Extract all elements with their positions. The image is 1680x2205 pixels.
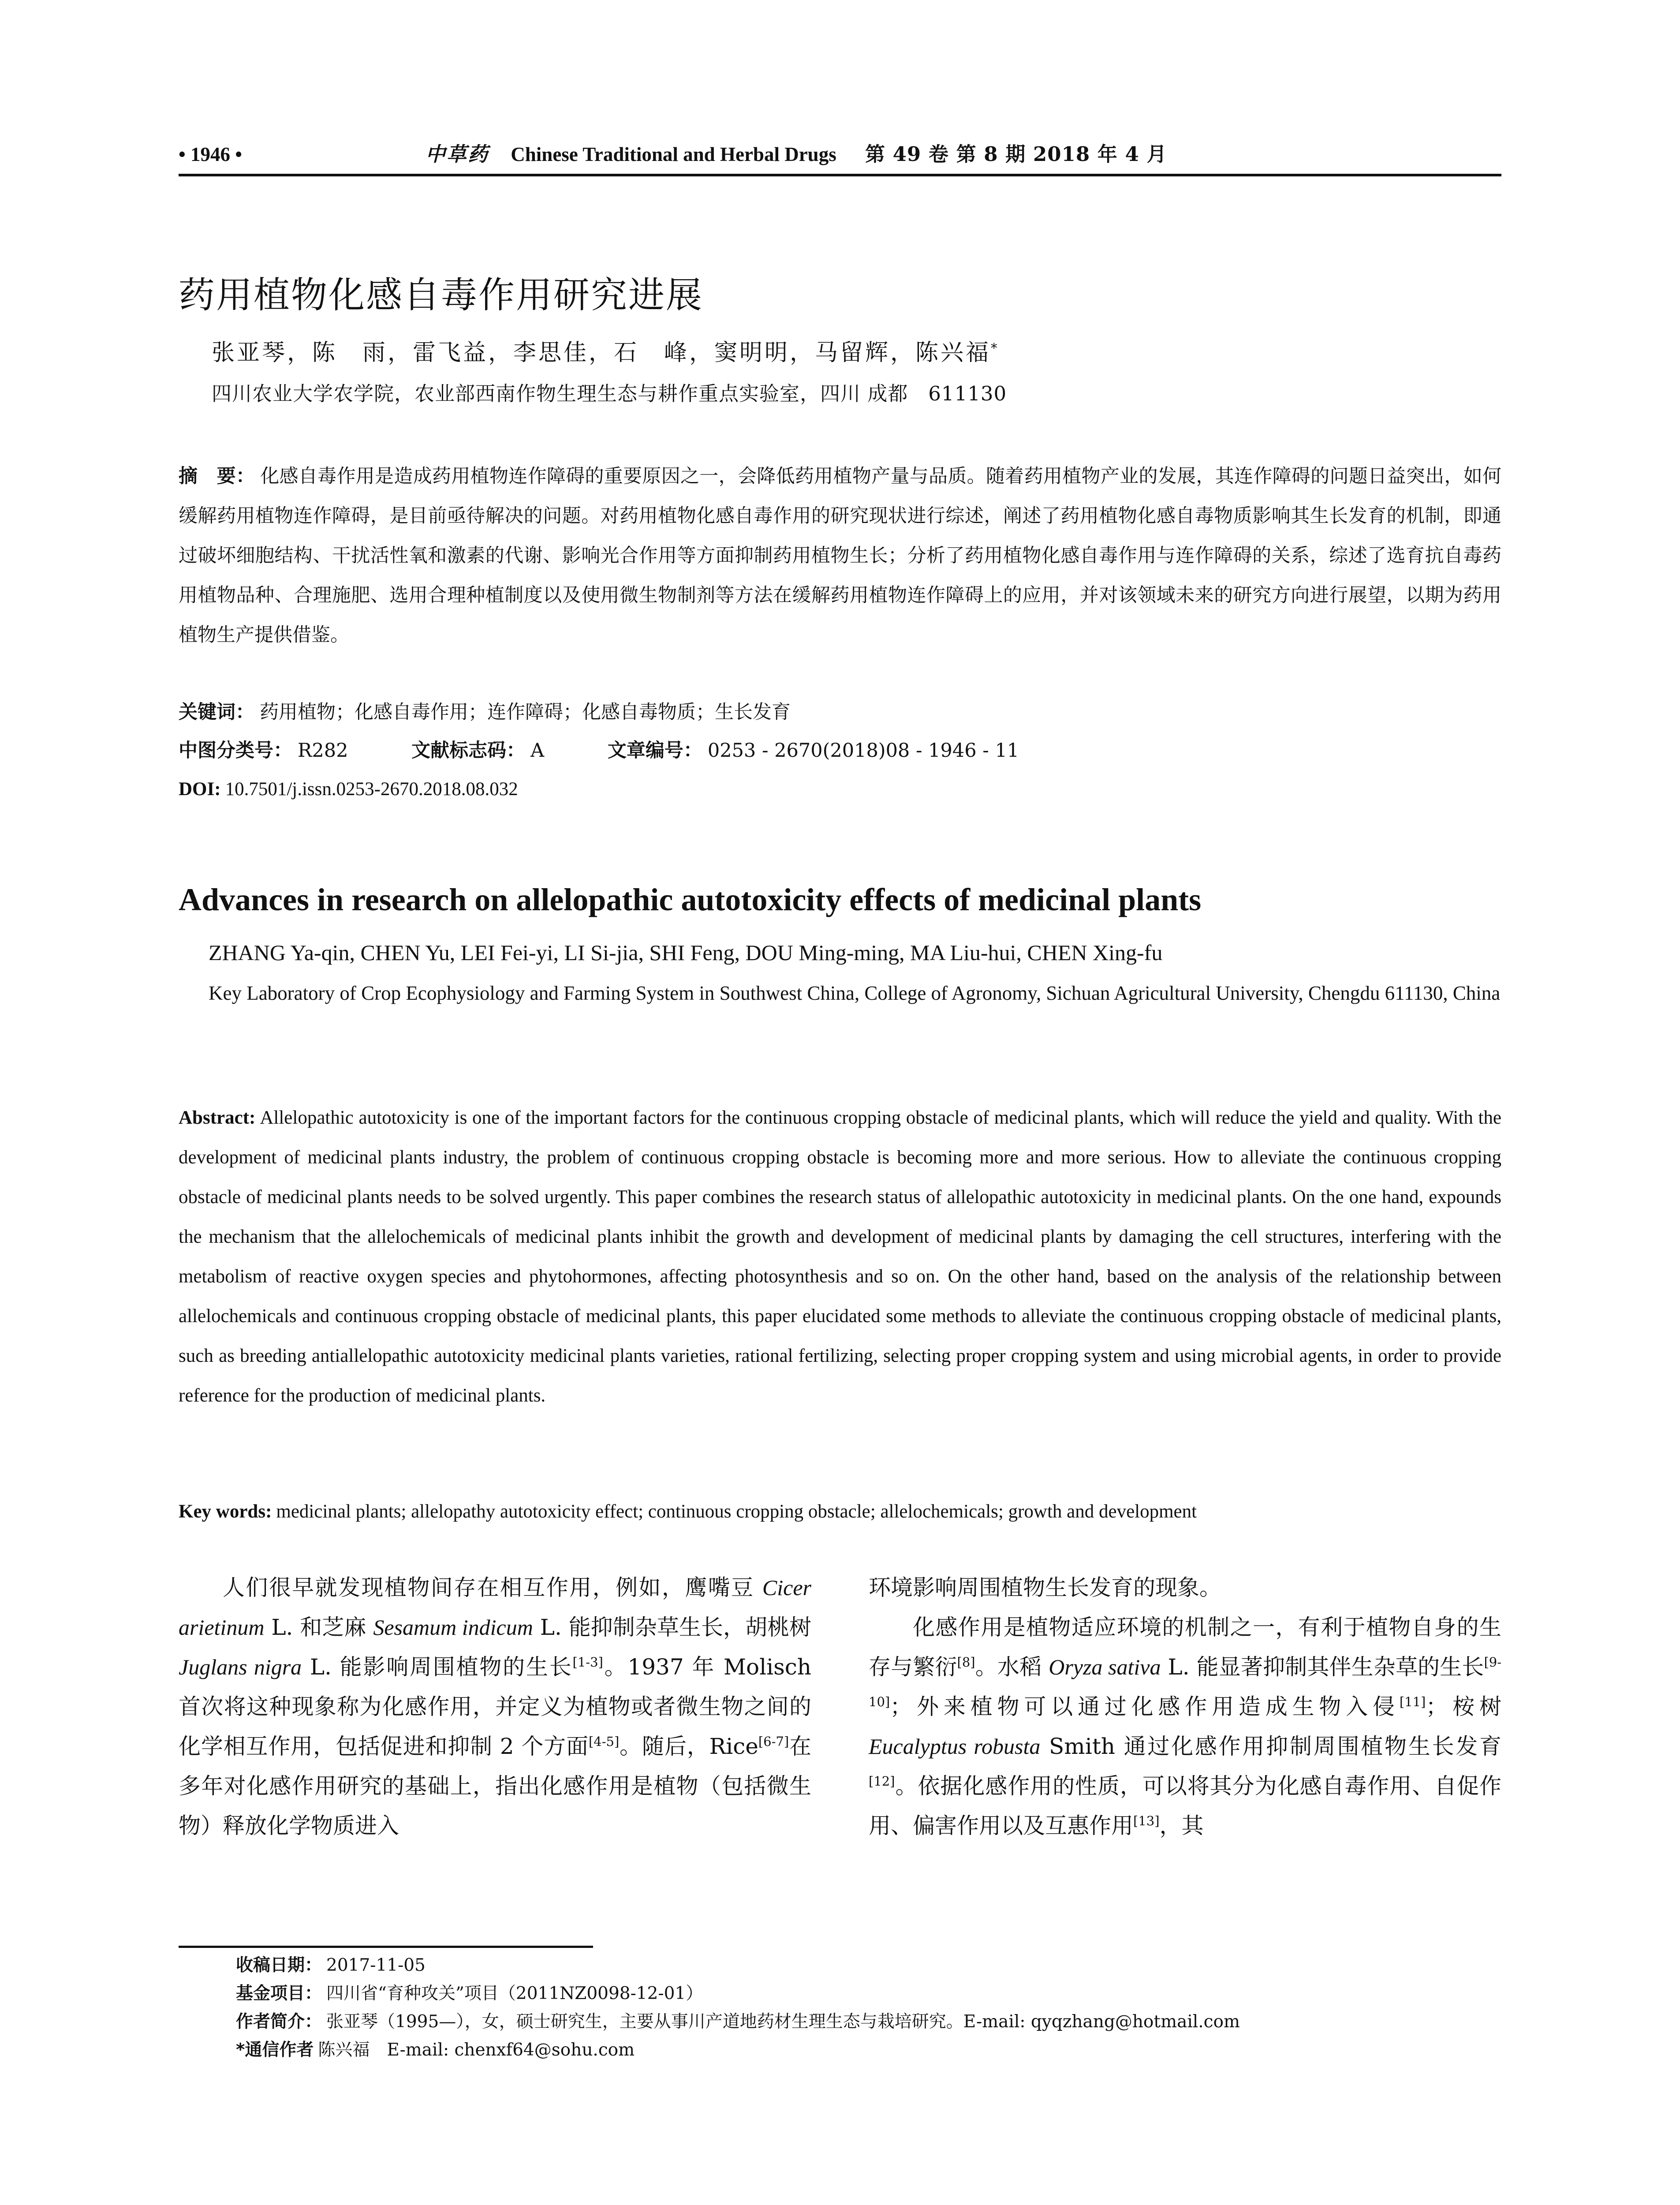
issue-info: 第 49 卷 第 8 期 2018 年 4 月 xyxy=(865,142,1167,166)
funding-label: 基金项目： xyxy=(236,1984,322,2003)
species-name: Eucalyptus robusta xyxy=(869,1734,1041,1759)
document-code-value: A xyxy=(530,740,545,762)
footnotes xyxy=(236,1951,1501,2064)
journal-name-en: Chinese Traditional and Herbal Drugs xyxy=(511,143,836,165)
citation: [13] xyxy=(1133,1813,1160,1828)
intro-paragraph-1 xyxy=(179,1568,811,1846)
author-bio-note xyxy=(236,2008,1501,2036)
abstract-cn xyxy=(179,456,1501,655)
body-text: 化感作用是植物适应环境的机制之一，有利于植物自身的生存与繁衍 xyxy=(869,1615,1501,1680)
classification-metadata xyxy=(179,733,1501,768)
article-title-cn: 药用植物化感自毒作用研究进展 xyxy=(179,274,704,316)
body-text: L. 能显著抑制其伴生杂草的生长 xyxy=(1161,1654,1484,1680)
body-text: L. 能影响周围植物的生长 xyxy=(302,1654,573,1680)
citation: [4-5] xyxy=(588,1734,620,1749)
keywords-label-cn: 关键词： xyxy=(179,701,254,723)
doi-label: DOI: xyxy=(179,779,221,800)
doi-value: 10.7501/j.issn.0253-2670.2018.08.032 xyxy=(225,779,518,800)
body-text: 。水稻 xyxy=(975,1654,1049,1680)
affiliation-cn: 四川农业大学农学院，农业部西南作物生理生态与耕作重点实验室，四川 成都 611130 xyxy=(212,382,1007,405)
citation: [1-3] xyxy=(572,1655,603,1670)
article-id-value: 0253 - 2670(2018)08 - 1946 - 11 xyxy=(707,740,1019,762)
affiliation-en: Key Laboratory of Crop Ecophysiology and Farming System in Southwest China, College of Agronomy, Sichuan Agricultural University, Chengdu 611130, China xyxy=(209,982,1501,1004)
document-code-label: 文献标志码： xyxy=(411,740,526,762)
citation: [12] xyxy=(869,1774,895,1789)
abstract-label-cn: 摘 要： xyxy=(179,465,255,487)
article-title-en: Advances in research on allelopathic autotoxicity effects of medicinal plants xyxy=(179,882,1202,917)
citation: [11] xyxy=(1399,1694,1426,1709)
body-text: Smith 通过化感作用抑制周围植物生长发育 xyxy=(1040,1734,1501,1759)
clc-value: R282 xyxy=(298,740,348,762)
corresponding-author-mark: * xyxy=(991,340,1000,355)
clc-number xyxy=(179,740,348,762)
clc-label: 中图分类号： xyxy=(179,740,292,762)
citation: [6-7] xyxy=(758,1734,789,1749)
article-id-label: 文章编号： xyxy=(607,740,702,762)
species-name: Cicer arietinum xyxy=(179,1575,811,1640)
body-text: ，其 xyxy=(1159,1813,1204,1839)
abstract-text-en: Allelopathic autotoxicity is one of the important factors for the continuous cropping obstacle of medicinal plants, which will reduce the yield and quality. With the development of medicinal plants industry, the problem of continuous cropping obstacle is becoming more and more serious. How to alleviate the continuous cropping obstacle of medicinal plants needs to be solved urgently. This paper combines the research status of allelopathic autotoxicity in medicinal plants. On the one hand, expounds the mechanism that the allelochemicals of medicinal plants inhibit the growth and development of medicinal plants by damaging the cell structures, interfering with the metabolism of reactive oxygen species and phytohormones, affecting photosynthesis and so on. On the other hand, based on the analysis of the relationship between allelochemicals and continuous cropping obstacle of medicinal plants, this paper elucidated some methods to alleviate the continuous cropping obstacle of medicinal plants, such as breeding antiallelopathic autotoxicity medicinal plants varieties, rational fertilizing, selecting proper cropping system and using microbial agents, in order to provide reference for the production of medicinal plants. xyxy=(179,1107,1501,1406)
corresponding-author-label: *通信作者 xyxy=(236,2040,314,2060)
corresponding-author-note xyxy=(236,2036,1501,2064)
keywords-cn xyxy=(179,695,1501,730)
species-name: Oryza sativa xyxy=(1049,1655,1161,1679)
keywords-text-en: medicinal plants; allelopathy autotoxicity effect; continuous cropping obstacle; allelochemicals; growth and development xyxy=(276,1501,1197,1522)
body-text: 。随后，Rice xyxy=(619,1734,758,1759)
body-text: L. 能抑制杂草生长，胡桃树 xyxy=(533,1615,812,1640)
citation: [9-10] xyxy=(869,1655,1502,1709)
species-name: Sesamum indicum xyxy=(373,1615,533,1640)
article-id xyxy=(608,740,1019,762)
received-date-note xyxy=(236,1951,1501,1980)
body-text: 。依据化感作用的性质，可以将其分为化感自毒作用、自促作用、偏害作用以及互惠作用 xyxy=(869,1773,1501,1839)
body-text: 人们很早就发现植物间存在相互作用，例如，鹰嘴豆 xyxy=(223,1575,762,1600)
journal-info xyxy=(426,139,1167,170)
body-right-column xyxy=(869,1568,1501,1846)
author-bio-value: 张亚琴（1995—），女，硕士研究生，主要从事川产道地药材生理生态与栽培研究。E-mail: qyqzhang@hotmail.com xyxy=(326,2012,1240,2032)
citation: [8] xyxy=(957,1655,975,1670)
body-text: 。1937 年 Molisch 首次将这种现象称为化感作用，并定义为植物或者微生物之间的化学相互作用，包括促进和抑制 2 个方面 xyxy=(179,1654,811,1759)
species-name: Juglans nigra xyxy=(179,1655,302,1679)
received-date-label: 收稿日期： xyxy=(236,1955,322,1975)
author-bio-label: 作者简介： xyxy=(236,2012,322,2032)
running-header xyxy=(179,139,1501,176)
abstract-label-en: Abstract: xyxy=(179,1107,256,1128)
abstract-en xyxy=(179,1098,1501,1416)
abstract-text-cn: 化感自毒作用是造成药用植物连作障碍的重要原因之一，会降低药用植物产量与品质。随着药用植物产业的发展，其连作障碍的问题日益突出，如何缓解药用植物连作障碍，是目前亟待解决的问题。对药用植物化感自毒作用的研究现状进行综述，阐述了药用植物化感自毒物质影响其生长发育的机制，即通过破坏细胞结构、干扰活性氧和激素的代谢、影响光合作用等方面抑制药用植物生长；分析了药用植物化感自毒作用与连作障碍的关系，综述了选育抗自毒药用植物品种、合理施肥、选用合理种植制度以及使用微生物制剂等方法在缓解药用植物连作障碍上的应用，并对该领域未来的研究方向进行展望，以期为药用植物生产提供借鉴。 xyxy=(179,465,1502,646)
document-code xyxy=(411,740,544,762)
authors-en: ZHANG Ya-qin, CHEN Yu, LEI Fei-yi, LI Si-jia, SHI Feng, DOU Ming-ming, MA Liu-hui, CHEN Xing-fu xyxy=(209,940,1163,965)
funding-value: 四川省“育种攻关”项目（2011NZ0098-12-01） xyxy=(326,1984,703,2003)
corresponding-author-value: 陈兴福 E-mail: chenxf64@sohu.com xyxy=(318,2040,635,2060)
keywords-label-en: Key words: xyxy=(179,1501,272,1522)
footnote-divider xyxy=(179,1946,593,1948)
funding-note xyxy=(236,1980,1501,2008)
body-text: L. 和芝麻 xyxy=(264,1615,373,1640)
page-number: • 1946 • xyxy=(179,143,243,165)
body-left-column xyxy=(179,1568,811,1846)
intro-paragraph-2 xyxy=(869,1607,1501,1846)
keywords-text-cn: 药用植物；化感自毒作用；连作障碍；化感自毒物质；生长发育 xyxy=(260,701,791,723)
doi-line xyxy=(179,772,1501,807)
authors-cn xyxy=(212,335,1490,370)
body-text: ；桉树 xyxy=(1426,1694,1502,1719)
body-text: 在多年对化感作用研究的基础上，指出化感作用是植物（包括微生物）释放化学物质进入 xyxy=(179,1734,812,1839)
journal-name-cn: 中草药 xyxy=(426,142,489,166)
keywords-en xyxy=(179,1493,1501,1530)
author-list-cn: 张亚琴，陈 雨，雷飞益，李思佳，石 峰，窦明明，马留辉，陈兴福 xyxy=(212,340,991,366)
received-date-value: 2017-11-05 xyxy=(326,1955,426,1975)
intro-paragraph-1-continued: 环境影响周围植物生长发育的现象。 xyxy=(869,1575,1221,1600)
body-text: ；外来植物可以通过化感作用造成生物入侵 xyxy=(890,1694,1400,1719)
